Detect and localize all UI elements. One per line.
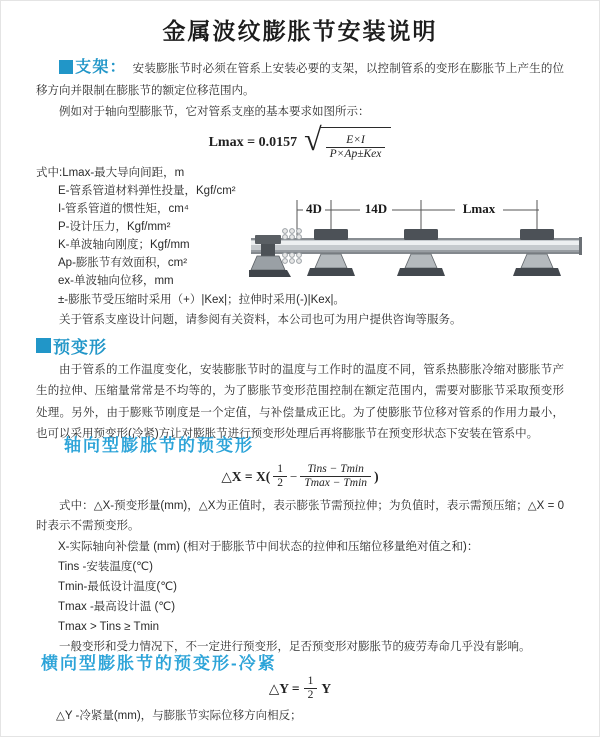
x-definition-line: X-实际轴向补偿量 (mm) (相对于膨胀节中间状态的拉伸和压缩位移量绝对值之和)： (58, 540, 479, 553)
axial-explain-paragraph: 式中：△X-预变形量(mm)，△X为正值时，表示膨张节需预拉伸；为负值时，表示需预压缩；△X = 0时表示不需预变形。 (36, 499, 564, 532)
axial-formula-lhs: △X = X( (221, 468, 271, 484)
page-title: 金属波纹膨胀节安装说明 (162, 18, 438, 44)
fraction-numerator: 1 (307, 675, 314, 687)
lmax-formula (36, 121, 564, 161)
radical-icon: √ (304, 121, 322, 157)
lmax-formula-lhs: Lmax = 0.0157 (208, 134, 298, 150)
temperature-fraction (300, 463, 371, 490)
definition-line: 式中:Lmax-最大导向间距，m (36, 166, 185, 179)
predeform-section-heading (36, 336, 564, 360)
definition-line: E-管系管道材料弹性投量，Kgf/cm² (58, 184, 236, 197)
support-intro-text: 安装膨胀节时必须在管系上安装必要的支架，以控制管系的变形在膨胀节上产生的位移方向并限制在膨胀节的额定位移范围内。 (36, 63, 564, 97)
temperature-line: Tins -安装温度(℃) (58, 560, 153, 573)
lateral-predeform-formula (36, 674, 564, 704)
dim-label-lmax: Lmax (462, 201, 496, 216)
definition-line: K-单波轴向刚度；Kgf/mm (58, 238, 190, 251)
one-half-fraction (273, 463, 287, 490)
axial-formula-close-paren: ) (374, 468, 379, 484)
pipe-support-diagram (249, 194, 596, 289)
fraction-denominator: 2 (304, 688, 318, 702)
lateral-formula-rhs: Y (321, 680, 332, 696)
definition-line: ex-单波轴向位移，mm (58, 274, 174, 287)
temperature-line: Tmax -最高设计温 (℃) (58, 600, 176, 613)
lateral-note-line: △Y -冷紧量(mm)，与膨胀节实际位移方向相反； (56, 709, 302, 722)
support-example-line: 例如对于轴向型膨胀节，它对管系支座的基本要求如图所示： (59, 106, 370, 118)
minus-operator: − (290, 468, 298, 484)
fraction-numerator: 1 (277, 463, 283, 475)
lmax-fraction (326, 134, 386, 161)
definition-line: I-管系管道的惯性矩，cm⁴ (58, 202, 189, 215)
dim-label-4d: 4D (306, 201, 322, 216)
support-section-heading: 支架： (75, 59, 127, 76)
axial-predeform-formula (36, 458, 564, 496)
square-root-expression (304, 121, 391, 161)
section-marker-icon (59, 60, 73, 74)
lateral-formula-lhs: △Y = (268, 680, 300, 696)
temperature-line: Tmin-最低设计温度(℃) (58, 580, 177, 593)
support-intro-paragraph (36, 57, 564, 102)
section-marker-icon (36, 338, 51, 353)
axial-note-line: 一般变形和受力情况下，不一定进行预变形，足否预变形对膨胀节的疲劳寿命几乎没有影响。 (59, 640, 531, 653)
predeform-heading-text: 预变形 (53, 337, 107, 357)
temperature-relation-line: Tmax > Tins ≥ Tmin (58, 620, 159, 633)
lmax-fraction-numerator: E×I (346, 134, 365, 146)
definition-line: P-设计压力，Kgf/mm² (58, 220, 171, 233)
service-note: 关于管系支座设计问题，请参阅有关资料，本公司也可为用户提供咨询等服务。 (59, 313, 462, 326)
fraction-denominator: 2 (273, 476, 287, 490)
definition-line: Ap-膨胀节有效面积，cm² (58, 256, 188, 269)
one-half-fraction (304, 675, 318, 702)
radicand (320, 127, 392, 161)
plus-minus-note: ±-膨胀节受压缩时采用（+）|Kex|；拉伸时采用(-)|Kex|。 (58, 293, 345, 306)
predeform-paragraph: 由于管系的工作温度变化，安装膨胀节时的温度与工作时的温度不同，管系热膨胀冷缩对膨胀节产生的拉伸、压缩量常常是不均等的，为了膨胀节变形范围控制在额定范围内，需要对膨胀节采取预变形处理。另外，由于膨账节刚度是一个定值，与补偿量成正比。为了使膨胀节位移对管系的作用力最小，也可以采用预变形(冷紧)方让对膨胀节进行预变形处理后再将膨胀节在预变形状态下安装在管系中。 (36, 363, 564, 440)
document-content (1, 1, 599, 726)
dim-label-14d: 14D (364, 201, 388, 216)
lateral-subtitle: 横向型膨胀节的预变形-冷紧 (41, 653, 277, 673)
fraction-denominator: Tmax − Tmin (300, 476, 371, 490)
axial-subtitle: 轴向型膨胀节的预变形 (64, 435, 254, 455)
lmax-fraction-denominator: P×Ap±Kex (326, 147, 386, 161)
fraction-numerator: Tins − Tmin (307, 463, 364, 475)
